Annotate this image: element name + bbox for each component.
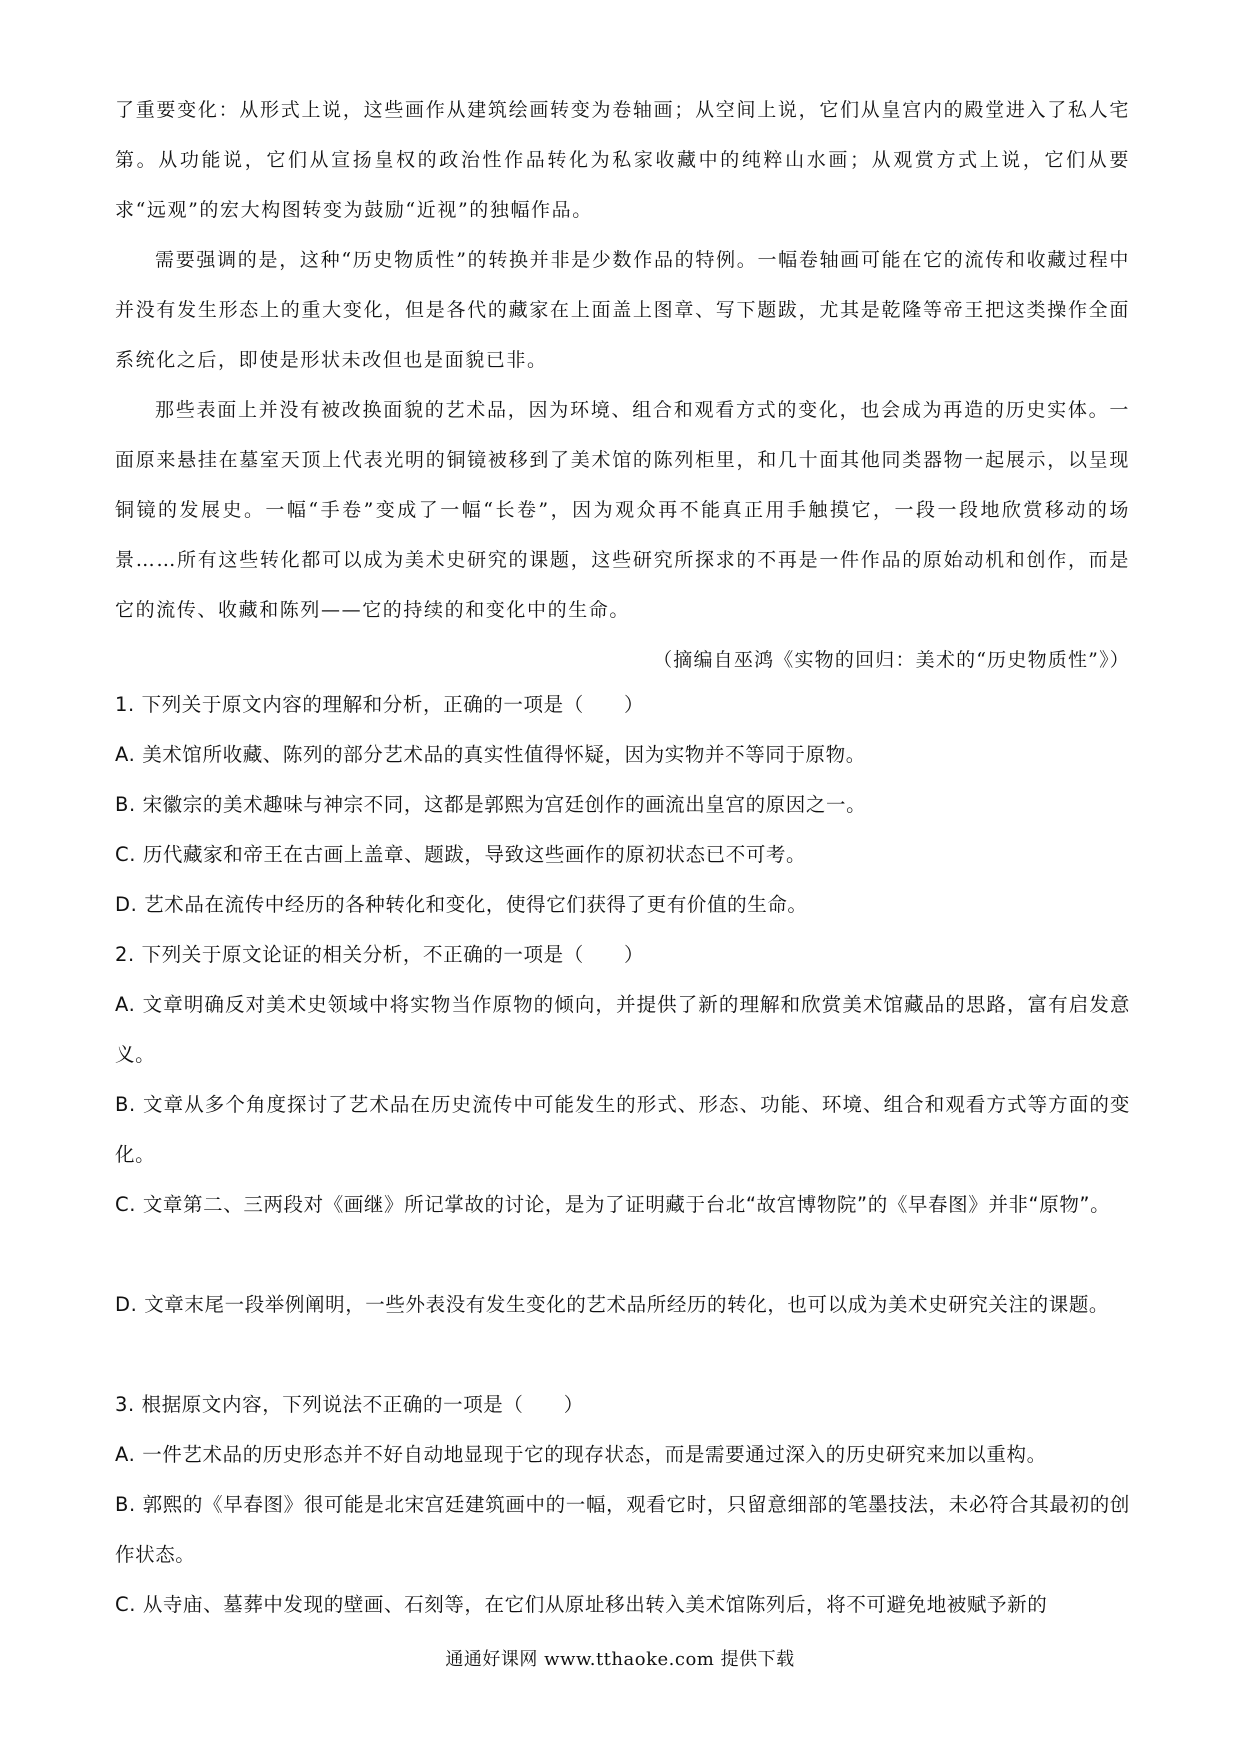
question-stem: 2. 下列关于原文论证的相关分析，不正确的一项是（ ）: [115, 943, 645, 966]
option-c: C. 历代藏家和帝王在古画上盖章、题跋，导致这些画作的原初状态已不可考。: [115, 843, 807, 866]
option-a: A. 文章明确反对美术史领域中将实物当作原物的倾向，并提供了新的理解和欣赏美术馆藏品的思路，富有启发意义。: [115, 993, 1130, 1066]
option-c: C. 文章第二、三两段对《画继》所记掌故的讨论，是为了证明藏于台北“故宫博物院”的《早春图》并非“原物”。: [115, 1193, 1111, 1216]
question-stem: 3. 根据原文内容，下列说法不正确的一项是（ ）: [115, 1393, 584, 1416]
option-c: C. 从寺庙、墓葬中发现的壁画、石刻等，在它们从原址移出转入美术馆陈列后，将不可避免地被赋予新的: [115, 1593, 1048, 1616]
option-b: B. 郭熙的《早春图》很可能是北宋宫廷建筑画中的一幅，观看它时，只留意细部的笔墨技法，未必符合其最初的创作状态。: [115, 1493, 1130, 1566]
option-d: D. 艺术品在流传中经历的各种转化和变化，使得它们获得了更有价值的生命。: [115, 893, 808, 916]
option-b: B. 宋徽宗的美术趣味与神宗不同，这都是郭熙为宫廷创作的画流出皇宫的原因之一。: [115, 793, 867, 816]
passage-paragraph-examples: 那些表面上并没有被改换面貌的艺术品，因为环境、组合和观看方式的变化，也会成为再造的历史实体。一面原来悬挂在墓室天顶上代表光明的铜镜被移到了美术馆的陈列柜里，和几十面其他同类器物一起展示，以呈现铜镜的发展史。一幅“手卷”变成了一幅“长卷”，因为观众再不能真正用手触摸它，一段一段地欣赏移动的场景……所有这些转化都可以成为美术史研究的课题，这些研究所探求的不再是一件作品的原始动机和创作，而是它的流传、收藏和陈列——它的持续的和变化中的生命。: [115, 399, 1130, 621]
page-footer: 通通好课网 www.tthaoke.com 提供下载: [445, 1649, 795, 1670]
option-b: B. 文章从多个角度探讨了艺术品在历史流传中可能发生的形式、形态、功能、环境、组合和观看方式等方面的变化。: [115, 1093, 1130, 1166]
passage-paragraph-emphasis: 需要强调的是，这种“历史物质性”的转换并非是少数作品的特例。一幅卷轴画可能在它的流传和收藏过程中并没有发生形态上的重大变化，但是各代的藏家在上面盖上图章、写下题跋，尤其是乾隆等帝王把这类操作全面系统化之后，即使是形状未改但也是面貌已非。: [115, 249, 1130, 371]
option-a: A. 一件艺术品的历史形态并不好自动地显现于它的现存状态，而是需要通过深入的历史研究来加以重构。: [115, 1443, 1047, 1466]
question-stem: 1. 下列关于原文内容的理解和分析，正确的一项是（ ）: [115, 693, 645, 716]
passage-citation: （摘编自巫鸿《实物的回归：美术的“历史物质性”》）: [653, 649, 1130, 671]
option-d: D. 文章末尾一段举例阐明，一些外表没有发生变化的艺术品所经历的转化，也可以成为美术史研究关注的课题。: [115, 1293, 1110, 1316]
passage-paragraph-continued: 了重要变化：从形式上说，这些画作从建筑绘画转变为卷轴画；从空间上说，它们从皇宫内的殿堂进入了私人宅第。从功能说，它们从宣扬皇权的政治性作品转化为私家收藏中的纯粹山水画；从观赏方式上说，它们从要求“远观”的宏大构图转变为鼓励“近视”的独幅作品。: [115, 99, 1130, 221]
option-a: A. 美术馆所收藏、陈列的部分艺术品的真实性值得怀疑，因为实物并不等同于原物。: [115, 743, 866, 766]
